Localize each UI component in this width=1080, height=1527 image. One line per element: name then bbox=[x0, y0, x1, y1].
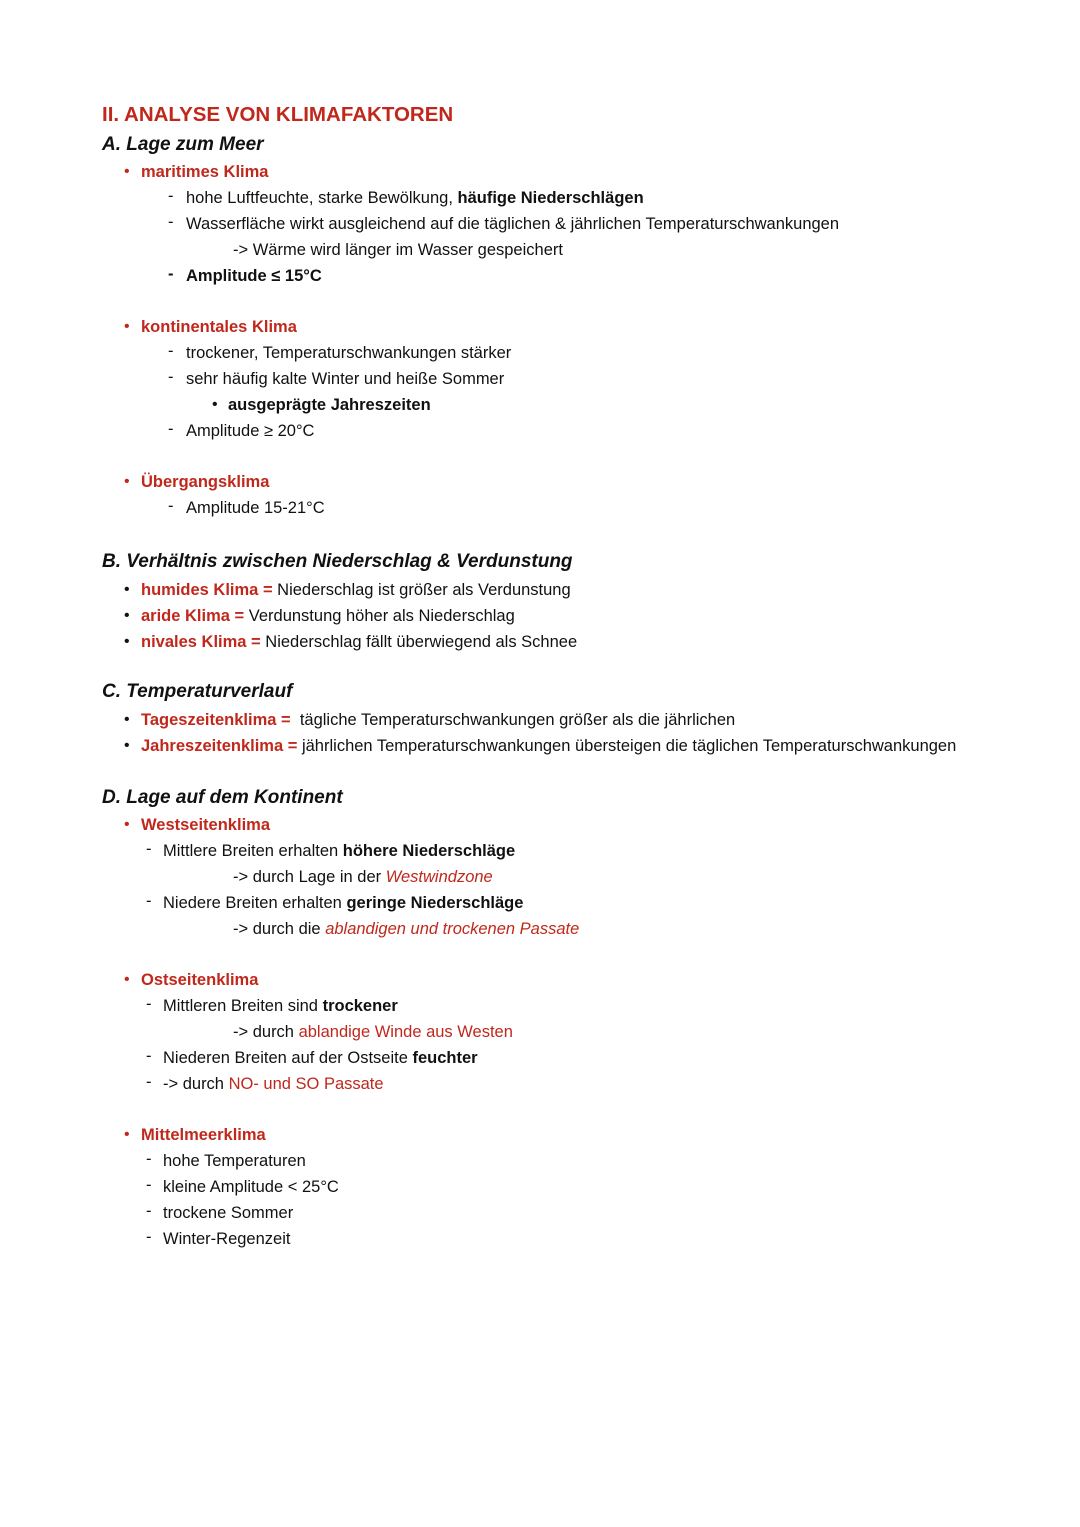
kontinental-label: kontinentales Klima bbox=[141, 318, 297, 336]
section-d-heading: D. Lage auf dem Kontinent bbox=[102, 787, 343, 808]
dash-icon: - bbox=[146, 1228, 152, 1246]
text: Mittlere Breiten erhalten bbox=[163, 842, 343, 860]
bullet-icon: • bbox=[124, 581, 130, 598]
text: -> durch bbox=[163, 1075, 229, 1093]
maritim-line-1 bbox=[186, 188, 644, 208]
bullet-icon: • bbox=[124, 737, 130, 754]
bullet-icon: • bbox=[124, 607, 130, 624]
kontinental-line-4: Amplitude ≥ 20°C bbox=[186, 422, 315, 440]
text: hohe Luftfeuchte, starke Bewölkung, bbox=[186, 189, 458, 207]
dash-icon: - bbox=[168, 420, 174, 438]
text: -> durch Lage in der bbox=[233, 868, 386, 886]
bullet-icon: • bbox=[124, 633, 130, 650]
dash-icon: - bbox=[146, 1202, 152, 1220]
dash-icon: - bbox=[146, 892, 152, 910]
maritim-line-3: -> Wärme wird länger im Wasser gespeichert bbox=[233, 241, 563, 259]
mittelmeer-line-3: trockene Sommer bbox=[163, 1204, 294, 1222]
text-bold: geringe Niederschläge bbox=[346, 894, 524, 912]
term: humides Klima = bbox=[141, 581, 278, 599]
section-c-heading: C. Temperaturverlauf bbox=[102, 681, 293, 702]
term: aride Klima = bbox=[141, 607, 249, 625]
section-b-heading: B. Verhältnis zwischen Niederschlag & Verdunstung bbox=[102, 551, 573, 572]
kontinental-line-3: ausgeprägte Jahreszeiten bbox=[228, 396, 431, 414]
term: Jahreszeitenklima = bbox=[141, 737, 302, 755]
west-line-4 bbox=[233, 919, 579, 939]
ost-line-1 bbox=[163, 996, 398, 1016]
section-a-heading: A. Lage zum Meer bbox=[102, 134, 264, 155]
text: -> durch die bbox=[233, 920, 326, 938]
uebergang-line-1: Amplitude 15-21°C bbox=[186, 499, 325, 517]
maritim-label: maritimes Klima bbox=[141, 163, 269, 181]
term: nivales Klima = bbox=[141, 633, 266, 651]
page-title: II. ANALYSE VON KLIMAFAKTOREN bbox=[102, 103, 454, 126]
bullet-icon: • bbox=[124, 163, 130, 180]
dash-icon: - bbox=[168, 368, 174, 386]
text-bold: trockener bbox=[322, 997, 398, 1015]
bullet-icon: • bbox=[124, 816, 130, 833]
maritim-line-2: Wasserfläche wirkt ausgleichend auf die täglichen & jährlichen Temperaturschwankungen bbox=[186, 215, 840, 233]
text: Mittleren Breiten sind bbox=[163, 997, 323, 1015]
dash-icon: - bbox=[168, 187, 174, 205]
west-line-1 bbox=[163, 841, 515, 861]
definition: Niederschlag fällt überwiegend als Schnee bbox=[265, 633, 578, 651]
b-item-3 bbox=[141, 632, 577, 652]
text-highlight: Westwindzone bbox=[385, 868, 493, 886]
text-highlight: NO- und SO Passate bbox=[228, 1075, 384, 1093]
ost-line-2 bbox=[233, 1022, 513, 1042]
bullet-icon: • bbox=[212, 396, 218, 413]
kontinental-line-2: sehr häufig kalte Winter und heiße Sommer bbox=[186, 370, 505, 388]
text: Niedere Breiten erhalten bbox=[163, 894, 347, 912]
mittelmeer-label: Mittelmeerklima bbox=[141, 1126, 266, 1144]
ost-line-3 bbox=[163, 1048, 478, 1068]
text-bold: feuchter bbox=[412, 1049, 478, 1067]
bullet-icon: • bbox=[124, 318, 130, 335]
maritim-line-4: Amplitude ≤ 15°C bbox=[186, 267, 322, 285]
definition: jährlichen Temperaturschwankungen übersteigen die täglichen Temperaturschwankungen bbox=[301, 737, 957, 755]
ost-label: Ostseitenklima bbox=[141, 971, 259, 989]
ost-line-4 bbox=[163, 1074, 384, 1094]
dash-icon: - bbox=[168, 497, 174, 515]
dash-icon: - bbox=[146, 995, 152, 1013]
dash-icon: - bbox=[168, 265, 174, 283]
b-item-1 bbox=[141, 580, 571, 600]
text-highlight: ablandigen und trockenen Passate bbox=[325, 920, 580, 938]
c-item-2 bbox=[141, 736, 956, 756]
uebergang-label: Übergangsklima bbox=[141, 473, 270, 491]
mittelmeer-line-1: hohe Temperaturen bbox=[163, 1152, 306, 1170]
bullet-icon: • bbox=[124, 971, 130, 988]
kontinental-line-1: trockener, Temperaturschwankungen stärker bbox=[186, 344, 512, 362]
definition: Verdunstung höher als Niederschlag bbox=[248, 607, 515, 625]
dash-icon: - bbox=[146, 1150, 152, 1168]
dash-icon: - bbox=[146, 1073, 152, 1091]
bullet-icon: • bbox=[124, 473, 130, 490]
dash-icon: - bbox=[146, 1047, 152, 1065]
west-line-2 bbox=[233, 867, 493, 887]
text: Niederen Breiten auf der Ostseite bbox=[163, 1049, 413, 1067]
text-bold: häufige Niederschlägen bbox=[457, 189, 644, 207]
b-item-2 bbox=[141, 606, 515, 626]
text-bold: höhere Niederschläge bbox=[342, 842, 516, 860]
west-line-3 bbox=[163, 893, 523, 913]
dash-icon: - bbox=[168, 342, 174, 360]
definition: tägliche Temperaturschwankungen größer als die jährlichen bbox=[299, 711, 736, 729]
dash-icon: - bbox=[146, 1176, 152, 1194]
west-label: Westseitenklima bbox=[141, 816, 271, 834]
dash-icon: - bbox=[168, 213, 174, 231]
dash-icon: - bbox=[146, 840, 152, 858]
bullet-icon: • bbox=[124, 1126, 130, 1143]
term: Tageszeitenklima = bbox=[141, 711, 296, 729]
mittelmeer-line-2: kleine Amplitude < 25°C bbox=[163, 1178, 339, 1196]
definition: Niederschlag ist größer als Verdunstung bbox=[277, 581, 571, 599]
c-item-1 bbox=[141, 710, 735, 730]
text-highlight: ablandige Winde aus Westen bbox=[298, 1023, 513, 1041]
text: -> durch bbox=[233, 1023, 299, 1041]
bullet-icon: • bbox=[124, 711, 130, 728]
mittelmeer-line-4: Winter-Regenzeit bbox=[163, 1230, 291, 1248]
